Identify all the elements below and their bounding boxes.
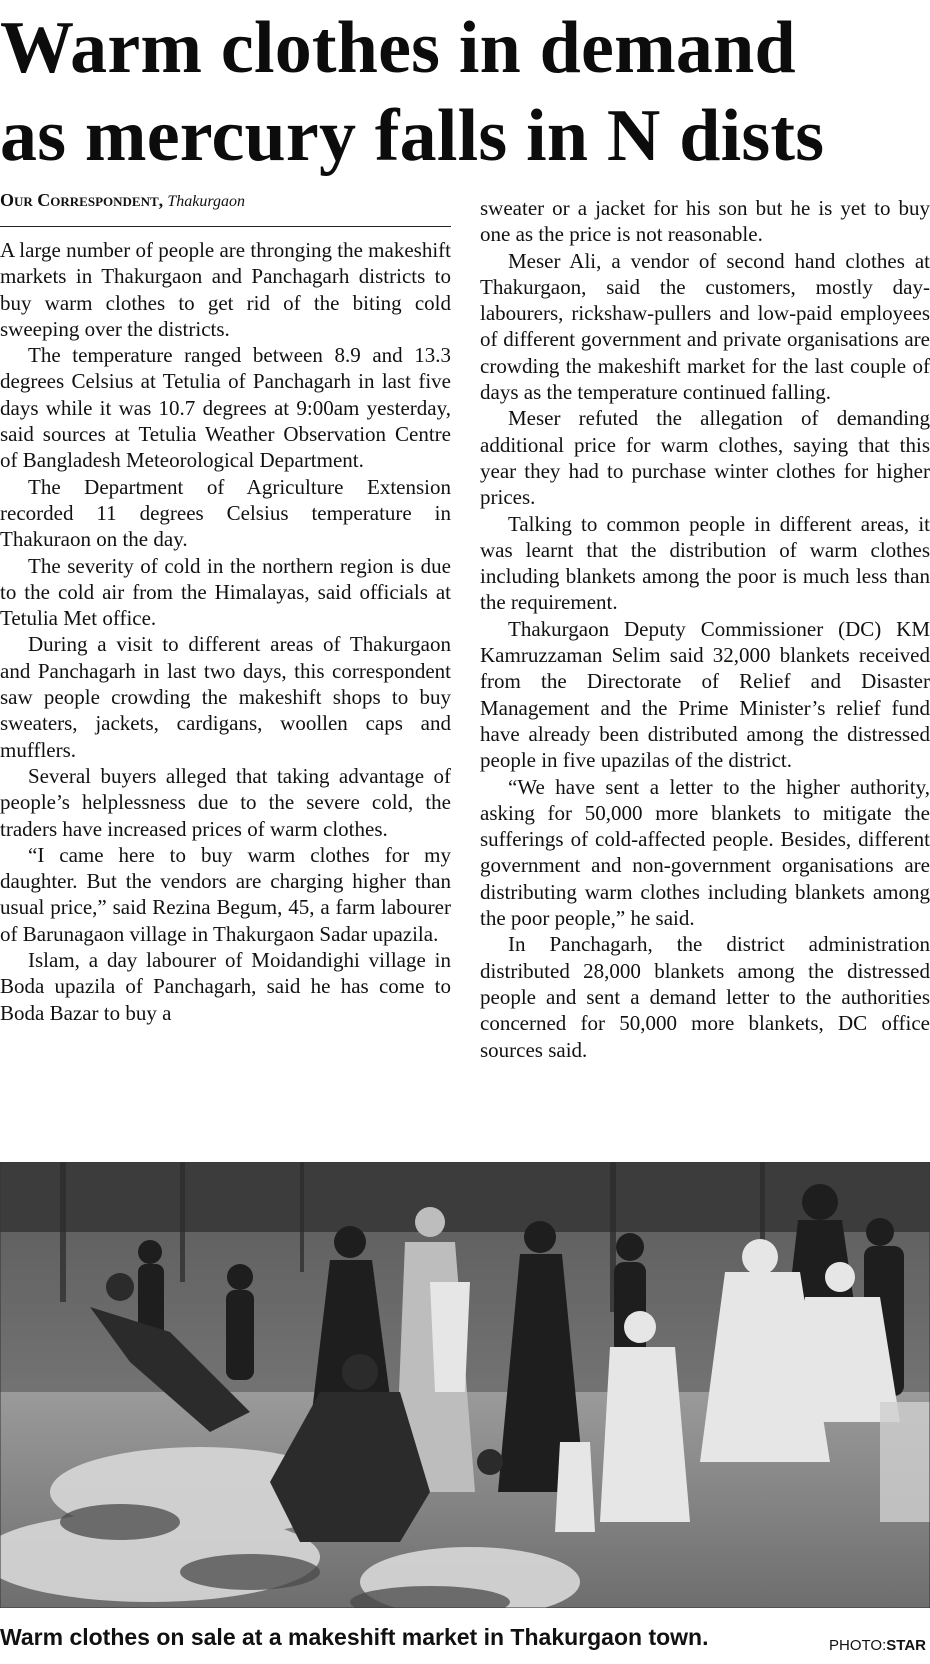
byline: [0, 190, 450, 212]
article-paragraph: Talking to common people in different areas, it was learnt that the distribution of warm clothes including blankets among the poor is much less than the requirement.: [480, 511, 930, 615]
article-column-left: [0, 237, 451, 1026]
article-paragraph: Meser refuted the allegation of demanding additional price for warm clothes, saying that this year they had to purchase winter clothes for higher prices.: [480, 406, 930, 510]
article-paragraph: “I came here to buy warm clothes for my daughter. But the vendors are charging higher than usual price,” said Rezina Begum, 45, a farm labourer of Barunagaon village in Thakurgaon Sadar upazila.: [0, 842, 451, 946]
photo-credit: [829, 1636, 926, 1656]
headline-line-2: as mercury falls in N dists: [0, 95, 825, 177]
photo-credit-source: STAR: [886, 1637, 926, 1654]
photo-credit-label: PHOTO:: [829, 1637, 887, 1654]
article-paragraph: Several buyers alleged that taking advantage of people’s helplessness due to the severe cold, the traders have increased prices of warm clothes.: [0, 763, 451, 841]
article-paragraph: Thakurgaon Deputy Commissioner (DC) KM Kamruzzaman Selim said 32,000 blankets received from the Directorate of Relief and Disaster Management and the Prime Minister’s relief fund have already been distributed among the distressed people in five upazilas of the district.: [480, 616, 930, 773]
article-paragraph: A large number of people are thronging the makeshift markets in Thakurgaon and Panchagarh districts to buy warm clothes to get rid of the biting cold sweeping over the districts.: [0, 238, 451, 341]
article-paragraph: “We have sent a letter to the higher authority, asking for 50,000 more blankets to mitigate the sufferings of cold-affected people. Besides, different government and non-government organisations are distributing warm clothes including blankets among the poor people,” he said.: [480, 774, 930, 931]
article-paragraph: The Department of Agriculture Extension recorded 11 degrees Celsius temperature in Thakuraon on the day.: [0, 474, 451, 552]
byline-correspondent: Our Correspondent,: [0, 190, 164, 210]
article-paragraph: During a visit to different areas of Thakurgaon and Panchagarh in last two days, this correspondent saw people crowding the makeshift shops to buy sweaters, jackets, cardigans, woollen caps and mufflers.: [0, 632, 451, 762]
byline-location: Thakurgaon: [167, 193, 246, 210]
article-paragraph: The severity of cold in the northern region is due to the cold air from the Himalayas, said officials at Tetulia Met office.: [0, 553, 451, 631]
byline-divider: [0, 226, 451, 227]
photo-caption: Warm clothes on sale at a makeshift market in Thakurgaon town.: [0, 1624, 709, 1650]
article-paragraph: The temperature ranged between 8.9 and 13.3 degrees Celsius at Tetulia of Panchagarh in last five days while it was 10.7 degrees at 9:00am yesterday, said sources at Tetulia Weather Observation Centre of Bangladesh Meteorological Department.: [0, 343, 451, 473]
article-paragraph: Islam, a day labourer of Moidandighi village in Boda upazila of Panchagarh, said he has come to Boda Bazar to buy a: [0, 948, 451, 1025]
article-paragraph: Meser Ali, a vendor of second hand clothes at Thakurgaon, said the customers, mostly day-labourers, rickshaw-pullers and low-paid employees of different government and private organisations are crowding the makeshift market for the last couple of days as the temperature continued falling.: [480, 248, 930, 405]
article-column-right: [480, 195, 930, 1063]
headline-line-1: Warm clothes in demand: [0, 7, 796, 89]
market-crowd-photo: [0, 1162, 930, 1608]
article-paragraph: sweater or a jacket for his son but he is yet to buy one as the price is not reasonable.: [480, 196, 930, 247]
news-photo: [0, 1162, 930, 1608]
article-paragraph: In Panchagarh, the district administration distributed 28,000 blankets among the distressed people and sent a demand letter to the authorities concerned for 50,000 more blankets, DC office sources said.: [480, 932, 930, 1062]
article-headline: [0, 4, 930, 180]
